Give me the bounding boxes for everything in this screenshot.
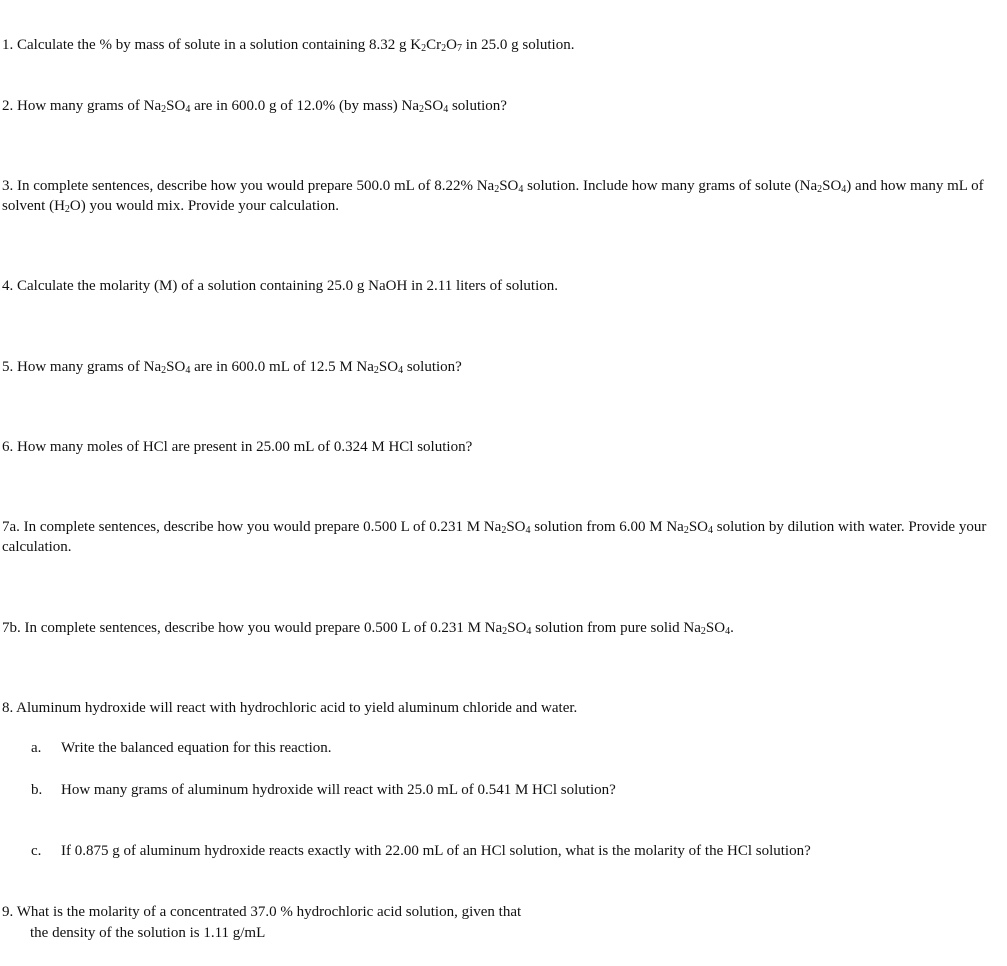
question-1: 1. Calculate the % by mass of solute in a solution containing 8.32 g $K_2Cr_2O_7$ in 25.0 g solution. [2,37,575,54]
question-8c [31,841,811,861]
question-7b: 7b. In complete sentences, describe how you would prepare 0.500 L of 0.231 M $Na_2SO_4$ solution from pure solid $Na_2SO_4$. [2,620,734,637]
sub-letter: c. [31,843,42,859]
question-8b [31,780,616,800]
sub-letter: b. [31,782,43,798]
question-5: 5. How many grams of $Na_2SO_4$ are in 600.0 mL of 12.5 M $Na_2SO_4$ solution? [2,359,462,376]
question-9-line-1: 9. What is the molarity of a concentrated 37.0 % hydrochloric acid solution, given that [2,904,522,920]
question-7a: 7a. In complete sentences, describe how you would prepare 0.500 L of 0.231 M $Na_2SO_4$ solution from 6.00 M $Na_2SO_4$ solution by dilution with water. Provide your calculation. [2,519,987,555]
question-8a [31,738,332,758]
sub-text: How many grams of aluminum hydroxide will react with 25.0 mL of 0.541 M HCl solution? [61,782,616,798]
question-8: 8. Aluminum hydroxide will react with hydrochloric acid to yield aluminum chloride and water. [2,700,578,716]
question-6: 6. How many moles of HCl are present in 25.00 mL of 0.324 M HCl solution? [2,439,473,455]
sub-text: If 0.875 g of aluminum hydroxide reacts exactly with 22.00 mL of an HCl solution, what is the molarity of the HCl solution? [61,843,811,859]
question-3: 3. In complete sentences, describe how you would prepare 500.0 mL of 8.22% $Na_2SO_4$ solution. Include how many grams of solute $(Na_2SO_4)$ and how many mL of solvent $(H_2O)$ you would mix. Provide your calculation. [2,178,984,215]
question-4: 4. Calculate the molarity (M) of a solution containing 25.0 g NaOH in 2.11 liters of solution. [2,278,559,294]
sub-text: Write the balanced equation for this reaction. [61,740,332,756]
question-2: 2. How many grams of $Na_2SO_4$ are in 600.0 g of 12.0% (by mass) $Na_2SO_4$ solution? [2,98,507,115]
question-9-line-2: the density of the solution is 1.11 g/mL [30,925,266,941]
sub-letter: a. [31,740,42,756]
